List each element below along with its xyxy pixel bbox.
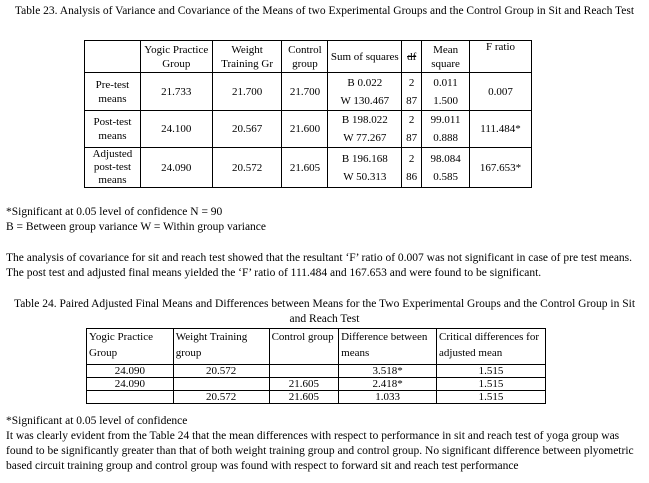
cell-ss [328, 111, 402, 148]
cell-ms-between: 99.011 [430, 114, 461, 126]
cell-weight: 20.572 [173, 391, 269, 404]
cell-control: 21.605 [269, 378, 339, 391]
cell-ms [422, 73, 470, 111]
cell-ms [422, 111, 470, 148]
cell-diff: 1.033 [339, 391, 437, 404]
table23 [84, 40, 532, 188]
table-row [85, 73, 532, 111]
table24-header-cd: Critical differences for adjusted mean [437, 329, 546, 365]
cell-ms [422, 148, 470, 188]
cell-yogic: 21.733 [140, 73, 212, 111]
cell-weight [173, 378, 269, 391]
cell-df-between: 2 [408, 114, 415, 126]
cell-df-within: 87 [406, 132, 418, 144]
cell-weight: 20.572 [173, 365, 269, 378]
cell-weight: 20.572 [212, 148, 282, 188]
table23-header-ss: Sum of squares [328, 41, 402, 73]
cell-df-between: 2 [408, 152, 415, 165]
cell-yogic: 24.090 [140, 148, 212, 188]
row-label: Pre-test means [85, 73, 141, 111]
cell-ss [328, 73, 402, 111]
table23-note-significance: *Significant at 0.05 level of confidence N = 90 [6, 206, 223, 218]
table23-header-f: F ratio [470, 41, 532, 73]
table-row [85, 111, 532, 148]
cell-weight: 21.700 [212, 73, 282, 111]
cell-ss-within: W 130.467 [340, 94, 390, 107]
cell-yogic: 24.090 [87, 378, 174, 391]
table-row [87, 365, 546, 378]
cell-cd: 1.515 [437, 378, 546, 391]
table-row [87, 391, 546, 404]
table-row [87, 378, 546, 391]
cell-control: 21.605 [282, 148, 328, 188]
cell-diff: 3.518* [339, 365, 437, 378]
cell-ss-between: B 0.022 [347, 76, 383, 89]
table23-header-weight: Weight Training Gr [212, 41, 282, 73]
cell-df-between: 2 [408, 76, 415, 89]
table24-header-control: Control group [269, 329, 339, 365]
cell-df [402, 148, 422, 188]
cell-df-within: 86 [406, 170, 418, 183]
cell-cd: 1.515 [437, 365, 546, 378]
cell-ss-between: B 198.022 [341, 114, 388, 126]
table23-caption: Table 23. Analysis of Variance and Covariance of the Means of two Experimental Groups and the Control Group in Sit and Reach Test [14, 5, 635, 17]
cell-weight: 20.567 [212, 111, 282, 148]
table24-header-weight: Weight Training group [173, 329, 269, 365]
cell-yogic: 24.100 [140, 111, 212, 148]
table24-caption: Table 24. Paired Adjusted Final Means and Differences between Means for the Two Experimental Groups and the Control Group in Sit and Reach Test [13, 298, 636, 325]
cell-control: 21.605 [269, 391, 339, 404]
table23-header-df: df [402, 41, 422, 73]
cell-f: 111.484* [470, 111, 532, 148]
table23-note-variance: B = Between group variance W = Within group variance [6, 221, 267, 233]
table23-header-control: Control group [282, 41, 328, 73]
cell-ss-within: W 50.313 [343, 170, 387, 183]
cell-f: 0.007 [470, 73, 532, 111]
cell-ss-within: W 77.267 [343, 132, 387, 144]
row-label: Post-test means [85, 111, 141, 148]
cell-df [402, 111, 422, 148]
row-label: Adjusted post-test means [85, 148, 141, 188]
cell-ms-between: 98.084 [430, 152, 461, 165]
cell-diff: 2.418* [339, 378, 437, 391]
table23-header-ms: Mean square [422, 41, 470, 73]
cell-df [402, 73, 422, 111]
cell-control: 21.700 [282, 73, 328, 111]
cell-df-within: 87 [406, 94, 418, 107]
cell-ms-within: 1.500 [433, 94, 458, 107]
cell-ms-between: 0.011 [433, 76, 458, 89]
conclusion-paragraph: It was clearly evident from the Table 24 that the mean differences with respect to performance in sit and reach test of yoga group was found to be significantly greater than that of both weight training group and control group. No significant difference between plyometric based circuit training group and control group was found with respect to forward sit and reach test performance [6, 430, 634, 472]
table23-header-row [85, 41, 532, 73]
table-row [85, 148, 532, 188]
cell-ss [328, 148, 402, 188]
cell-control [269, 365, 339, 378]
table23-header-blank [85, 41, 141, 73]
table24-header-diff: Difference between means [339, 329, 437, 365]
analysis-paragraph: The analysis of covariance for sit and reach test showed that the resultant ‘F’ ratio of 0.007 was not significant in case of pre test means. The post test and adjusted final means yielded the ‘F’ ratio of 111.484 and 167.653 and were found to be significant. [6, 252, 633, 279]
cell-ss-between: B 196.168 [341, 152, 388, 165]
cell-cd: 1.515 [437, 391, 546, 404]
cell-yogic [87, 391, 174, 404]
cell-ms-within: 0.585 [433, 170, 458, 183]
cell-control: 21.600 [282, 111, 328, 148]
cell-yogic: 24.090 [87, 365, 174, 378]
cell-ms-within: 0.888 [433, 132, 458, 144]
cell-f: 167.653* [470, 148, 532, 188]
table23-header-yogic: Yogic Practice Group [140, 41, 212, 73]
table24-note-significance: *Significant at 0.05 level of confidence [6, 415, 188, 427]
table24-header-yogic: Yogic Practice Group [87, 329, 174, 365]
table24 [86, 328, 546, 404]
table24-header-row [87, 329, 546, 365]
